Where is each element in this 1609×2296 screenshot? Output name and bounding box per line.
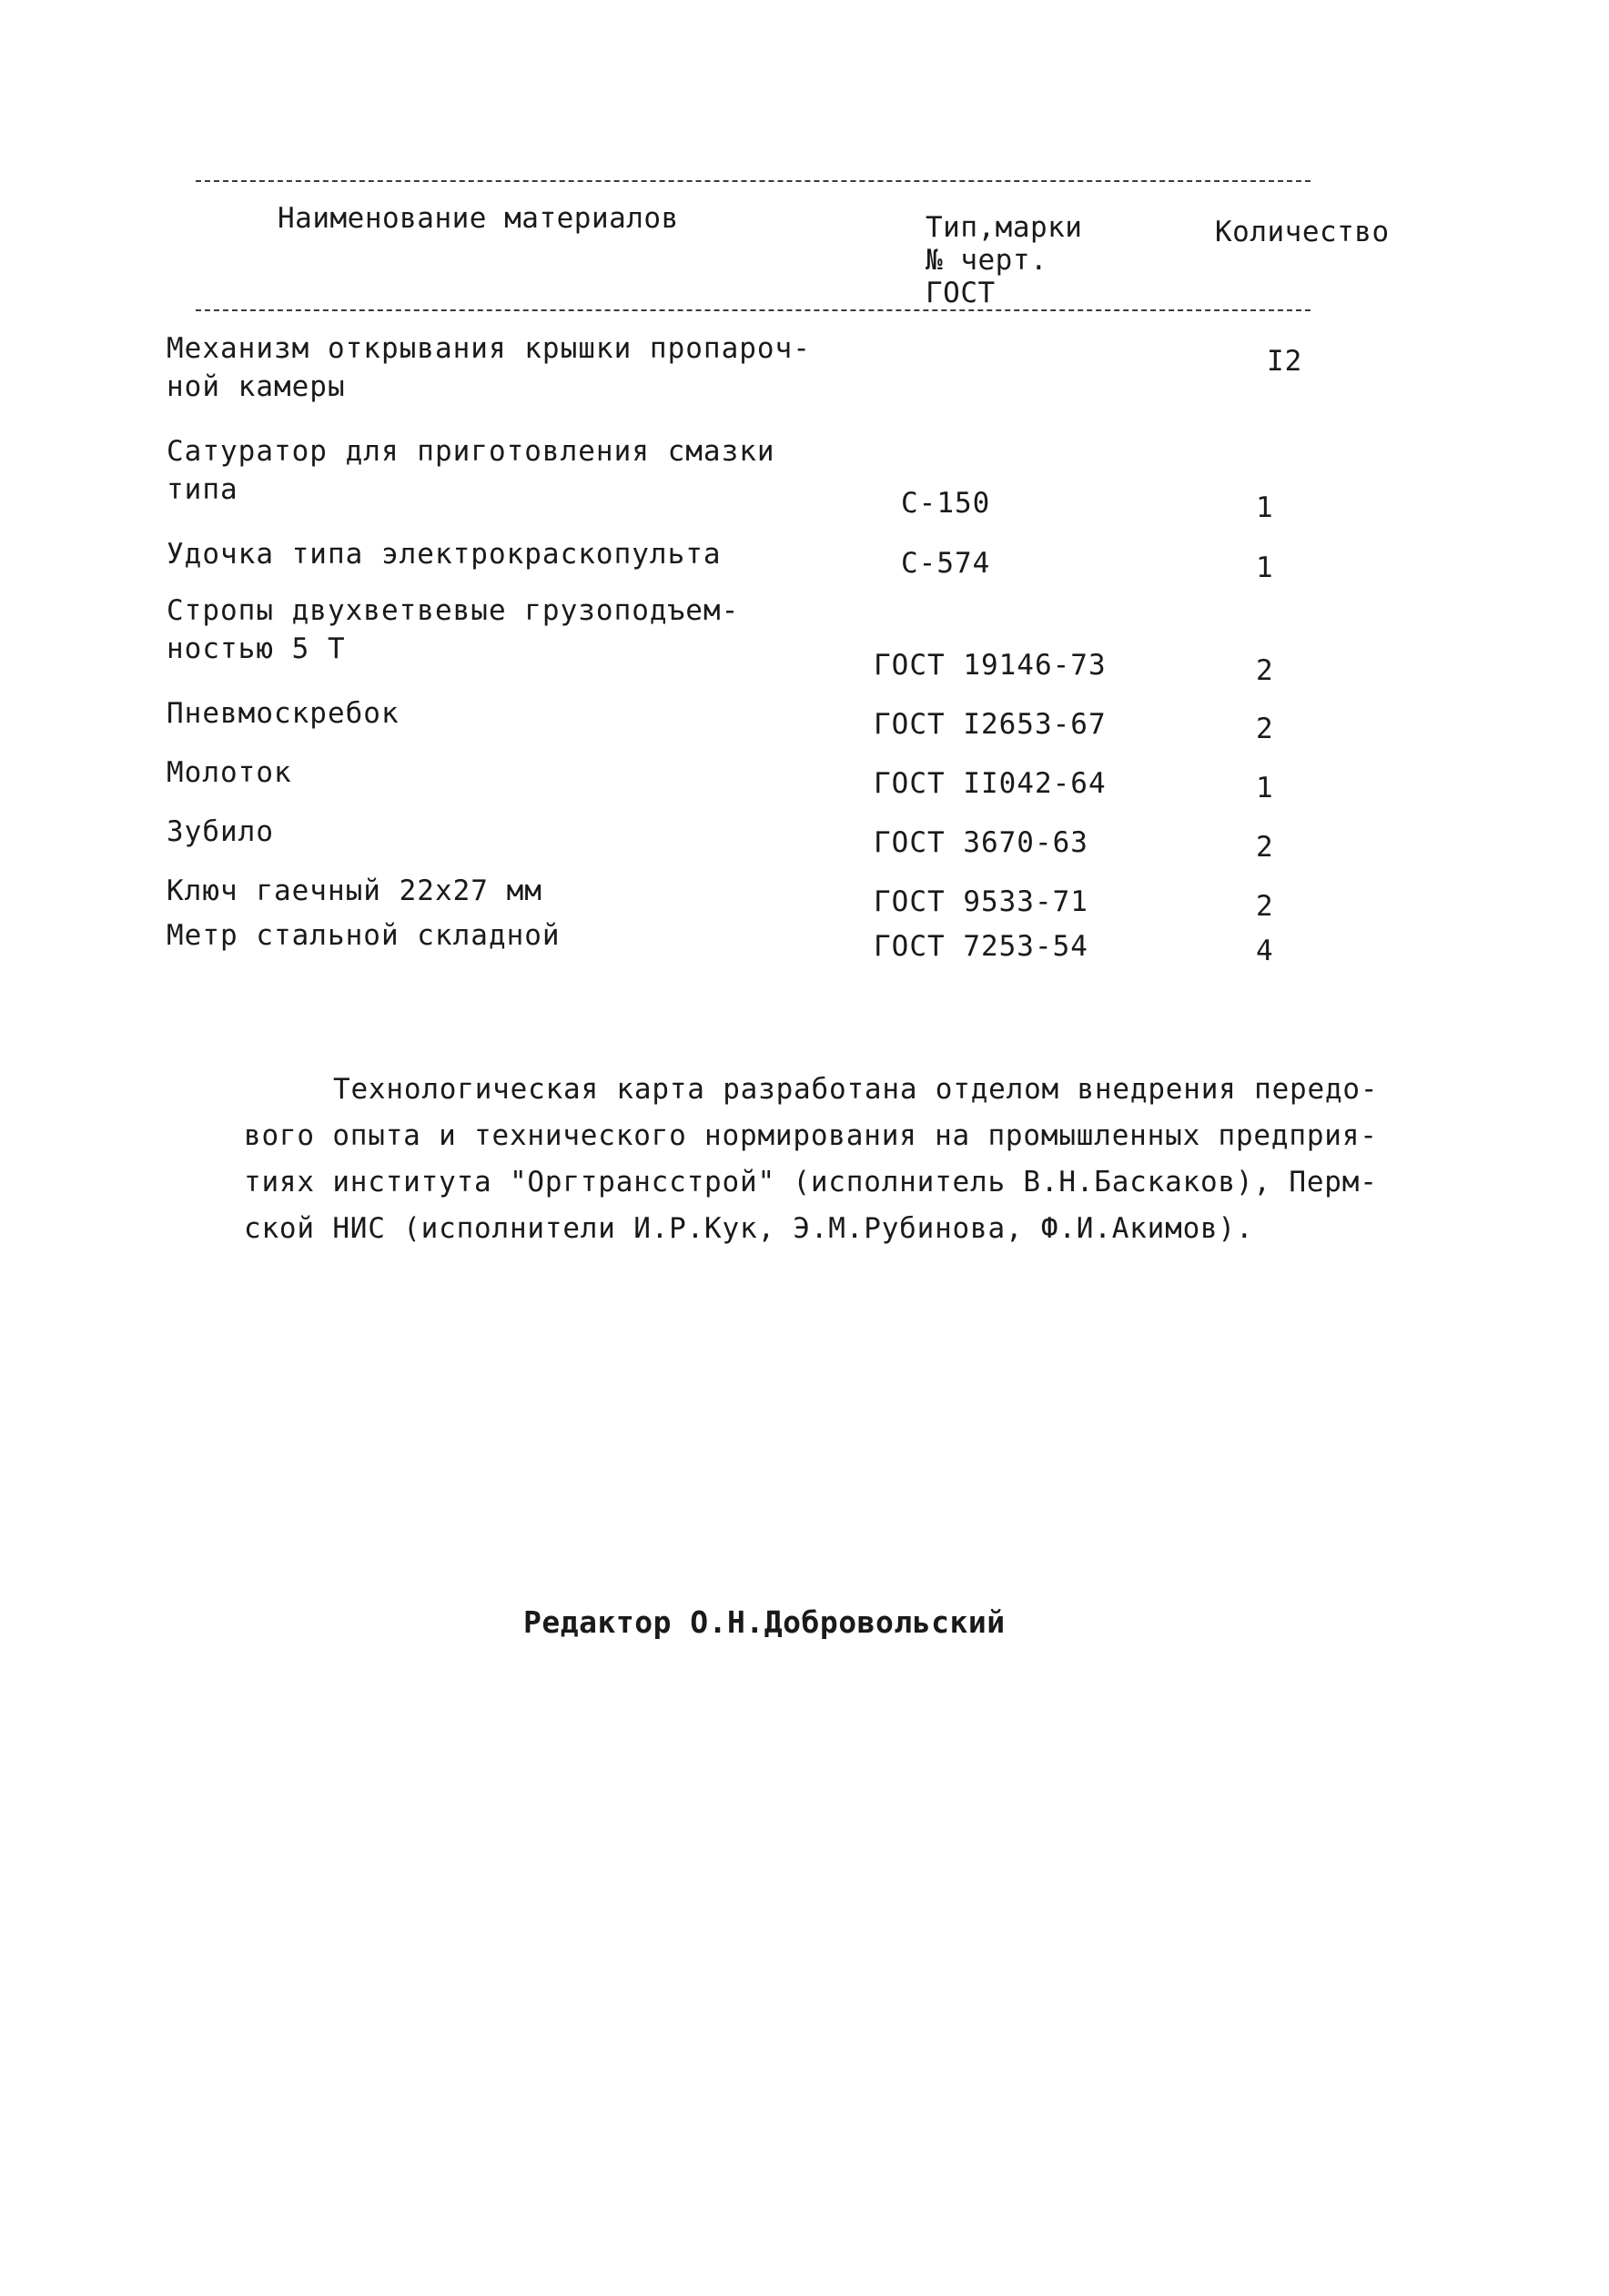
table-row-qty: 2: [1256, 831, 1274, 864]
row-name-line: Механизм открывания крышки пропароч-: [167, 332, 811, 365]
note-line: тиях института "Оргтрансстрой" (исполнитель В.Н.Баскаков), Перм-: [244, 1166, 1378, 1199]
table-header-rule: [196, 309, 1310, 311]
table-row-qty: 2: [1256, 654, 1274, 687]
table-row-type: С-150: [901, 487, 991, 520]
table-row-type: ГОСТ 19146-73: [874, 649, 1107, 682]
table-row-name: [167, 535, 722, 573]
table-row-type: ГОСТ 7253-54: [874, 930, 1088, 963]
row-name-line: Стропы двухветвевые грузоподъем-: [167, 594, 740, 627]
table-row-name: [167, 432, 775, 509]
table-row-qty: 1: [1256, 551, 1274, 584]
table-top-rule: [196, 180, 1310, 182]
table-row-name: [167, 916, 561, 955]
header-quantity: Количество: [1215, 216, 1390, 248]
table-row-name: [167, 813, 274, 851]
row-name-line: Зубило: [167, 815, 274, 848]
header-type-line: № черт.: [926, 244, 1048, 277]
table-row-name: [167, 872, 542, 910]
table-row-type: С-574: [901, 547, 991, 580]
table-row-type: ГОСТ II042-64: [874, 767, 1107, 800]
table-row-qty: 2: [1256, 713, 1274, 745]
note-line: вого опыта и технического нормирования на промышленных предприя-: [244, 1119, 1378, 1152]
development-note: [244, 1067, 1413, 1252]
table-row-name: [167, 754, 292, 792]
table-row-type: ГОСТ 3670-63: [874, 826, 1088, 859]
table-row-type: ГОСТ 9533-71: [874, 885, 1088, 918]
header-material-name: Наименование материалов: [278, 202, 679, 235]
table-row-qty: I2: [1267, 345, 1303, 378]
row-name-line: Удочка типа электрокраскопульта: [167, 538, 722, 571]
row-name-line: ностью 5 Т: [167, 632, 346, 665]
row-name-line: ной камеры: [167, 370, 346, 403]
row-name-line: Молоток: [167, 756, 292, 789]
header-type-line: Тип,марки: [926, 211, 1083, 244]
table-row-qty: 2: [1256, 890, 1274, 923]
note-line: ской НИС (исполнители И.Р.Кук, Э.М.Рубинова, Ф.И.Акимов).: [244, 1212, 1254, 1245]
table-row-name: [167, 694, 400, 733]
row-name-line: Метр стальной складной: [167, 919, 561, 952]
table-row-type: ГОСТ I2653-67: [874, 708, 1107, 741]
row-name-line: Сатуратор для приготовления смазки: [167, 435, 775, 468]
row-name-line: Ключ гаечный 22х27 мм: [167, 875, 542, 907]
table-row-qty: 1: [1256, 491, 1274, 524]
header-type-mark-gost: [926, 211, 1135, 309]
table-row-qty: 4: [1256, 935, 1274, 967]
header-type-line: ГОСТ: [926, 277, 996, 309]
table-row-name: [167, 592, 739, 668]
row-name-line: типа: [167, 473, 238, 506]
table-row-name: [167, 329, 811, 406]
row-name-line: Пневмоскребок: [167, 697, 400, 730]
table-row-qty: 1: [1256, 772, 1274, 804]
note-line: Технологическая карта разработана отделом внедрения передо-: [333, 1073, 1379, 1106]
editor-credit: Редактор О.Н.Добровольский: [523, 1604, 1006, 1640]
